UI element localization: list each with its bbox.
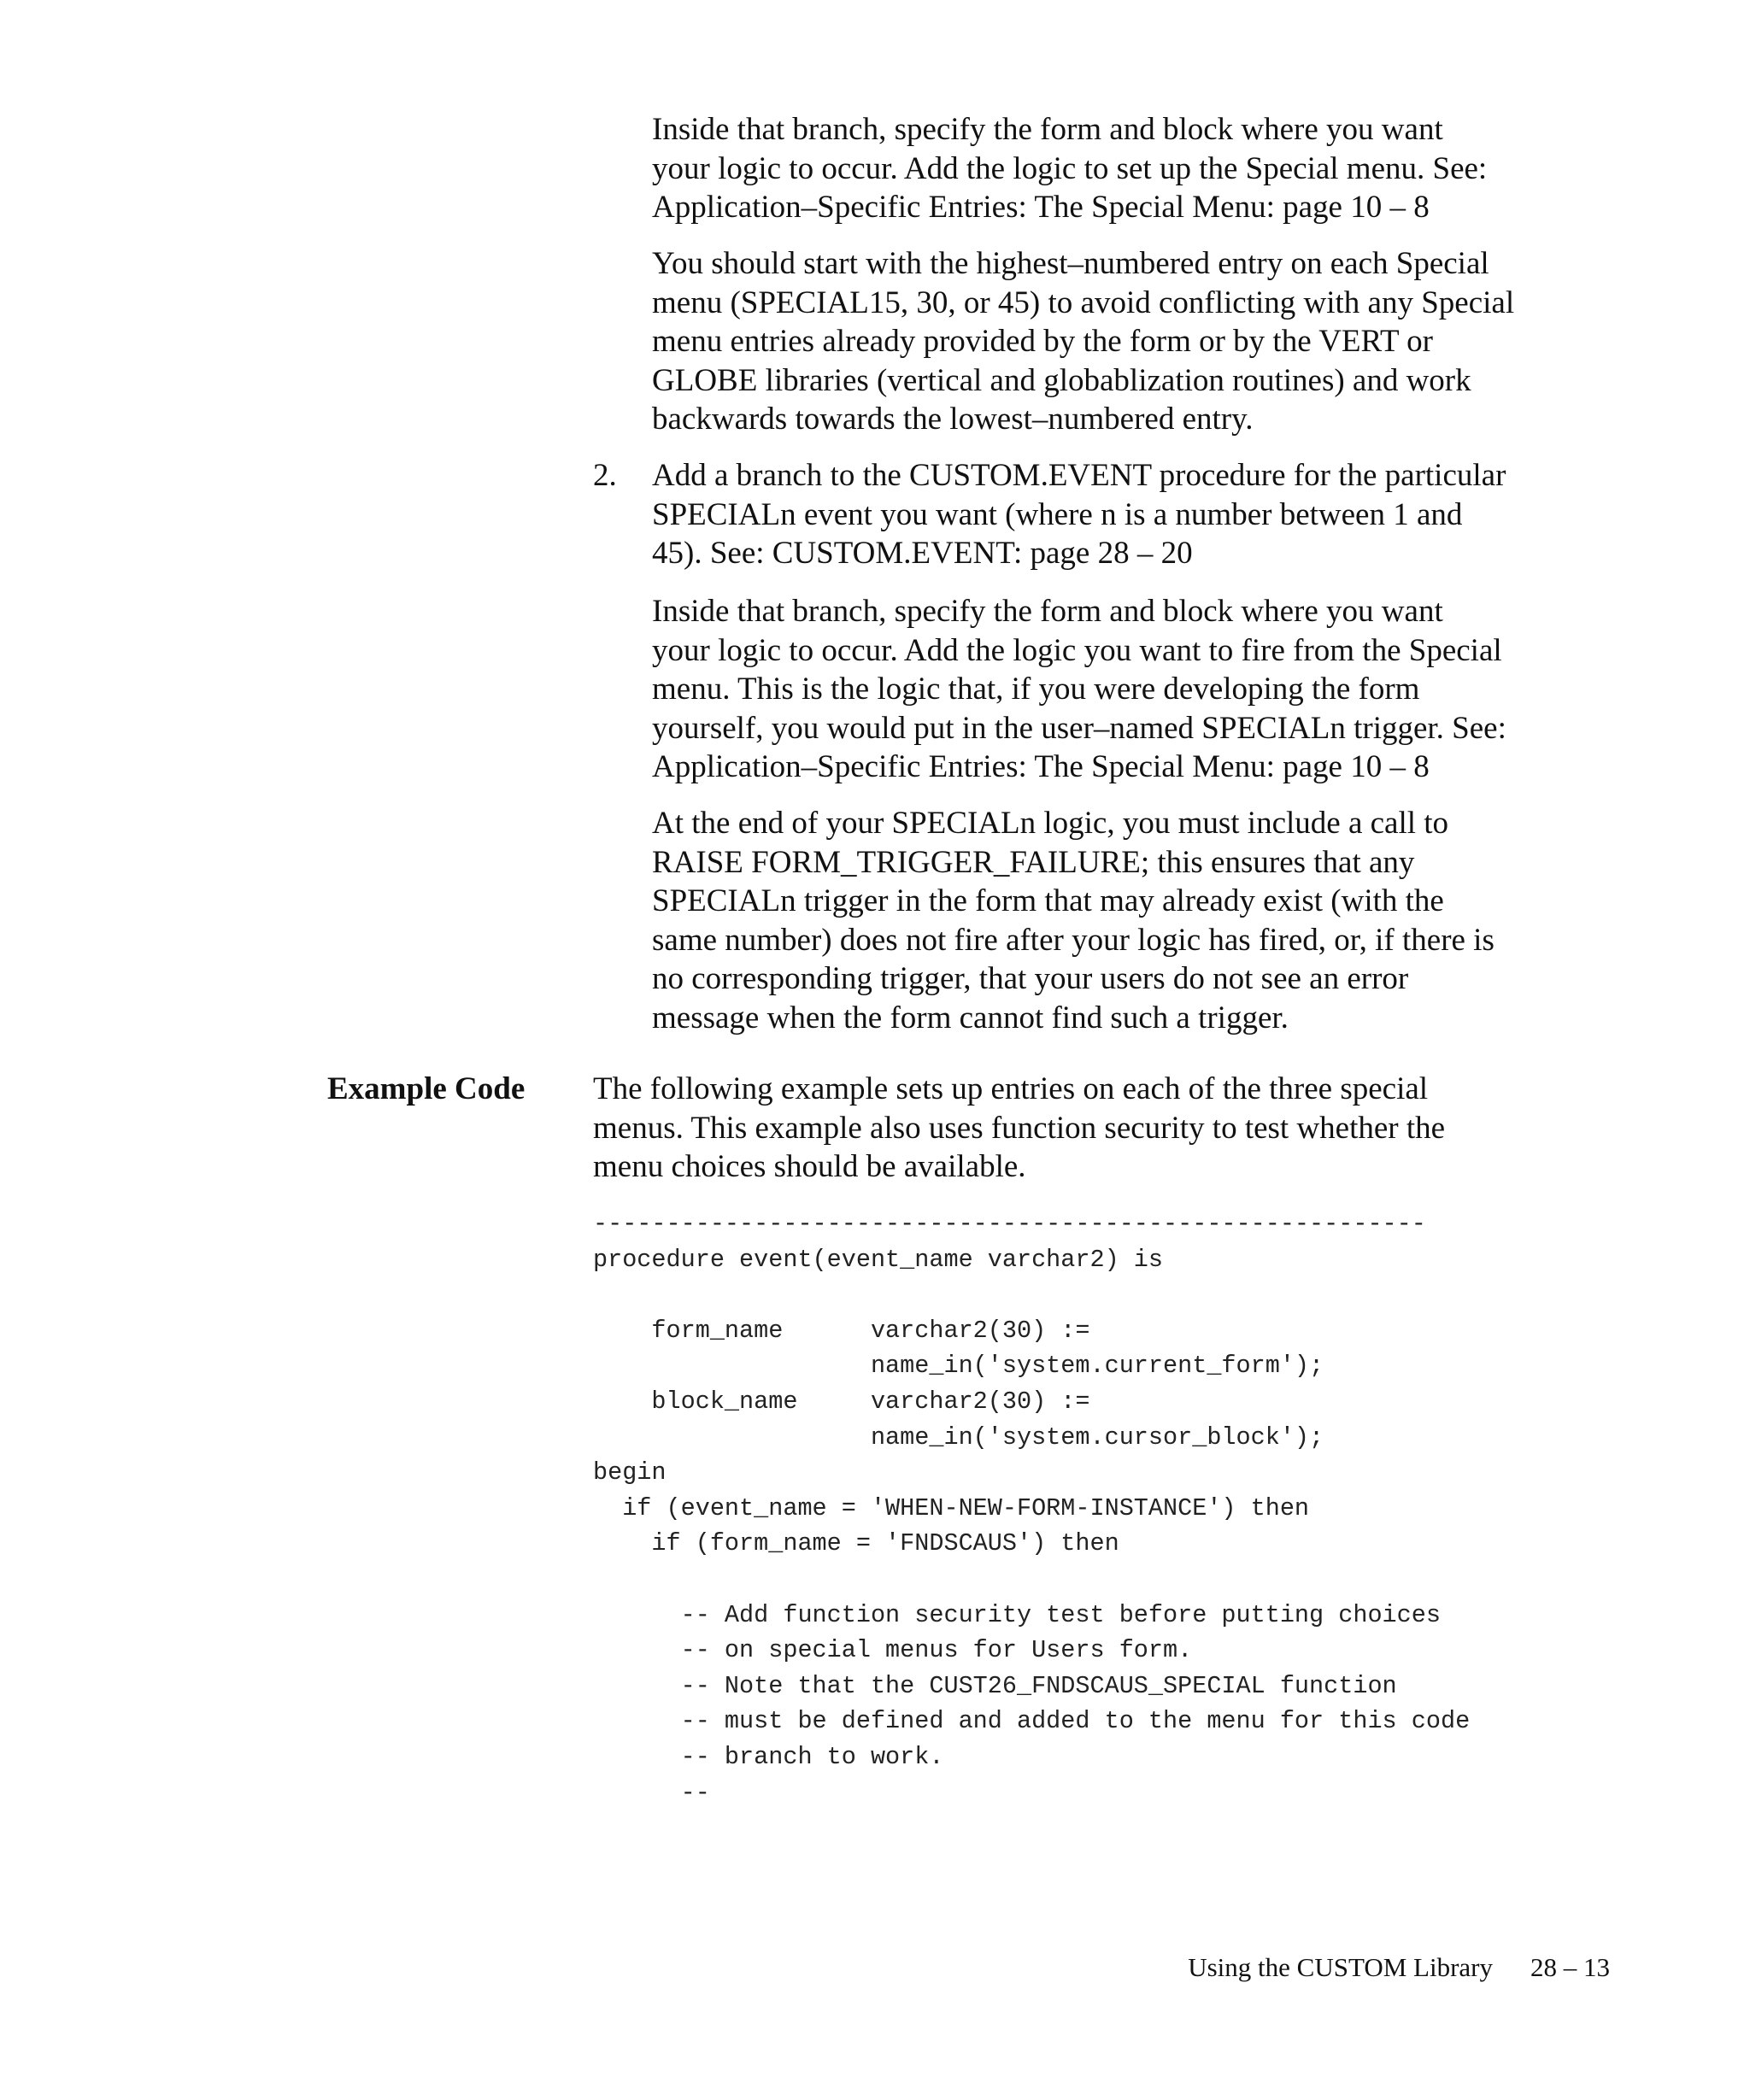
text-line: At the end of your SPECIALn logic, you must include a call to	[652, 806, 1449, 841]
text-line: no corresponding trigger, that your users do not see an error	[652, 961, 1409, 996]
code-line: form_name varchar2(30) :=	[593, 1316, 1090, 1345]
code-line	[593, 1562, 1470, 1598]
code-line: --	[593, 1778, 710, 1807]
list-number-2: 2.	[593, 458, 617, 493]
text-line: menu. This is the logic that, if you were developing the form	[652, 672, 1420, 707]
text-line: You should start with the highest–numbered entry on each Special	[652, 246, 1489, 281]
code-line: name_in('system.current_form');	[593, 1352, 1324, 1381]
paragraph-logic-to-fire	[652, 592, 1506, 787]
text-line: same number) does not fire after your logic has fired, or, if there is	[652, 922, 1495, 958]
code-line: -- Note that the CUST26_FNDSCAUS_SPECIAL function	[593, 1671, 1397, 1700]
text-line: your logic to occur. Add the logic to set up the Special menu. See:	[652, 150, 1488, 186]
text-line: your logic to occur. Add the logic you want to fire from the Special	[652, 632, 1502, 668]
list-item-add-branch	[652, 456, 1506, 573]
code-line: name_in('system.cursor_block');	[593, 1422, 1324, 1452]
code-line: -- on special menus for Users form.	[593, 1636, 1193, 1665]
text-line: menu entries already provided by the form or by the VERT or	[652, 324, 1433, 359]
text-line: Inside that branch, specify the form and block where you want	[652, 112, 1443, 147]
text-line: menu (SPECIAL15, 30, or 45) to avoid conflicting with any Special	[652, 284, 1515, 320]
text-line: SPECIALn trigger in the form that may already exist (with the	[652, 883, 1444, 918]
text-line: SPECIALn event you want (where n is a number between 1 and	[652, 496, 1463, 532]
text-line: RAISE FORM_TRIGGER_FAILURE; this ensures that any	[652, 844, 1415, 880]
text-line: menu choices should be available.	[593, 1149, 1026, 1184]
text-line: backwards towards the lowest–numbered entry.	[652, 402, 1254, 437]
text-line: Application–Specific Entries: The Special Menu: page 10 – 8	[652, 749, 1430, 784]
text-line: 45). See: CUSTOM.EVENT: page 28 – 20	[652, 536, 1193, 571]
text-line: message when the form cannot find such a trigger.	[652, 1000, 1289, 1035]
code-line: -- branch to work.	[593, 1742, 944, 1771]
text-line: Application–Specific Entries: The Special Menu: page 10 – 8	[652, 190, 1430, 225]
footer-title: Using the CUSTOM Library	[1188, 1952, 1493, 1982]
code-line: block_name varchar2(30) :=	[593, 1387, 1090, 1416]
footer-page-number: 28 – 13	[1530, 1952, 1610, 1982]
code-line: if (form_name = 'FNDSCAUS') then	[593, 1529, 1119, 1558]
text-line: yourself, you would put in the user–named SPECIALn trigger. See:	[652, 710, 1506, 746]
text-line: menus. This example also uses function security to test whether the	[593, 1110, 1446, 1146]
code-line	[593, 1277, 1470, 1313]
page-footer	[1188, 1950, 1610, 1985]
paragraph-raise-trigger-failure	[652, 804, 1495, 1037]
text-line: The following example sets up entries on each of the three special	[593, 1071, 1429, 1106]
code-line: begin	[593, 1458, 667, 1487]
text-line: Add a branch to the CUSTOM.EVENT procedure for the particular	[652, 458, 1506, 493]
code-block	[593, 1206, 1470, 1810]
text-line: Inside that branch, specify the form and block where you want	[652, 594, 1443, 629]
example-intro-paragraph	[593, 1070, 1445, 1187]
code-line: procedure event(event_name varchar2) is	[593, 1245, 1164, 1274]
code-line: if (event_name = 'WHEN-NEW-FORM-INSTANCE') then	[593, 1493, 1310, 1522]
code-line: -- Add function security test before putting choices	[593, 1600, 1441, 1629]
code-line: -- must be defined and added to the menu for this code	[593, 1707, 1471, 1736]
code-line: ---------------------------------------------------------	[593, 1210, 1426, 1238]
text-line: GLOBE libraries (vertical and globablization routines) and work	[652, 362, 1471, 398]
paragraph-special-menu-setup	[652, 110, 1487, 227]
section-heading-example-code: Example Code	[327, 1071, 526, 1106]
paragraph-highest-numbered-entry	[652, 244, 1514, 439]
